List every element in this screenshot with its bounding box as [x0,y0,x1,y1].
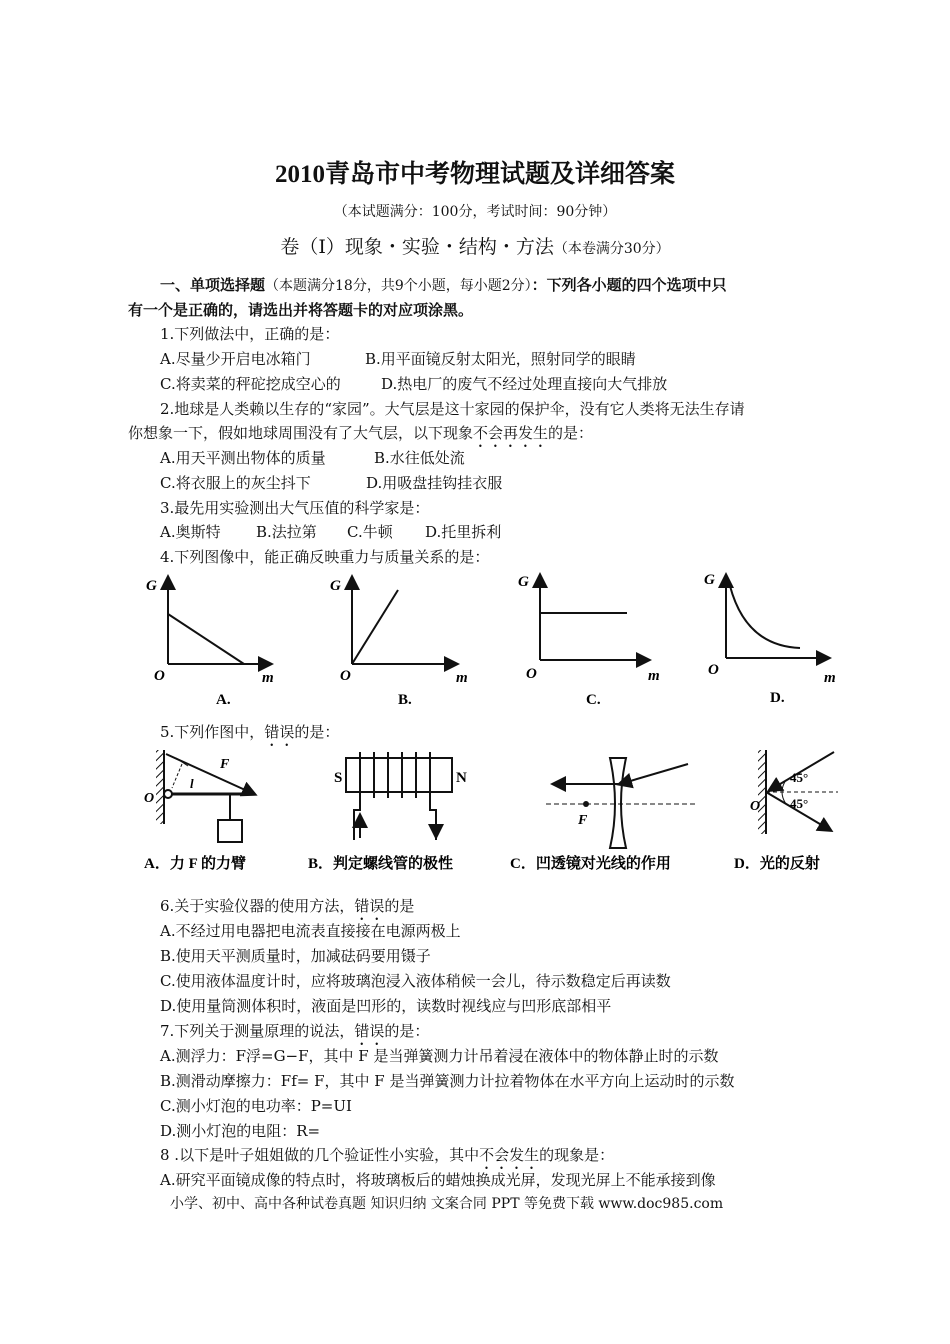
q6-emphasis: 错误 [354,897,385,915]
q3-option-c: C.牛顿 [347,523,393,541]
fig-d-o-label: O [750,799,761,814]
graph-a-caption: A. [216,692,231,708]
q7-stem-part1: 7.下列关于测量原理的说法， [160,1022,355,1040]
page-title: 2010青岛市中考物理试题及详细答案 [274,161,675,188]
graph-c-origin: O [526,666,537,682]
q6-option-b: B.使用天平测质量时，加减砝码要用镊子 [160,947,431,965]
q1-stem: 1.下列做法中，正确的是： [160,325,340,343]
q2-stem-part1: 你想象一下，假如地球周围没有了大气层，以下现象 [128,424,474,442]
part1-instructions-line1 [160,274,727,295]
q7-option-d: D.测小灯泡的电阻：R= [160,1122,321,1140]
graph-d-caption: D. [770,690,785,706]
q5-emphasis: 错误 [264,723,295,741]
graph-d-y-label: G [704,572,715,588]
graph-c-y-label: G [518,574,529,590]
graph-b-y-label: G [330,578,341,594]
q1-option-c: C.将卖菜的秤砣挖成空心的 [160,375,341,393]
q3-option-a: A.奥斯特 [160,523,221,541]
q6-option-a: A.不经过用电器把电流表直接接在电源两极上 [160,922,461,940]
fig-a-f-label: F [220,757,230,772]
fig-b-s-label: S [334,770,343,786]
q4-stem: 4.下列图像中，能正确反映重力与质量关系的是： [160,548,490,566]
section-heading [0,232,950,259]
q3-option-b: B.法拉第 [256,523,317,541]
q6-option-c: C.使用液体温度计时，应将玻璃泡浸入液体稍候一会儿，待示数稳定后再读数 [160,972,671,990]
q1-option-d: D.热电厂的废气不经过处理直接向大气排放 [381,375,668,393]
part1-note: （本题满分18分，共9个小题，每小题2分） [265,278,532,294]
fig-a-o-label: O [144,791,155,806]
q8-stem-part2: 的现象是： [539,1146,615,1164]
q2-option-a: A.用天平测出物体的质量 [160,449,326,467]
graph-b-caption: B. [398,692,412,708]
q3-stem: 3.最先用实验测出大气压值的科学家是： [160,499,430,517]
fig-b-caption: B．判定螺线管的极性 [308,856,454,872]
fig-a-caption: A．力 F 的力臂 [144,856,246,872]
section-note: （本卷满分30分） [553,241,670,257]
part1-rest: ：下列各小题的四个选项中只 [531,276,727,294]
graph-a-origin: O [154,668,165,684]
fig-c-caption: C．凹透镜对光线的作用 [510,856,671,872]
q2-option-c: C.将衣服上的灰尘抖下 [160,474,311,492]
q2-emphasis: 不会再发生 [473,424,549,442]
graph-b [330,578,468,708]
graph-b-x-label: m [456,670,468,686]
q8-stem-part1: 8 .以下是叶子姐姐做的几个验证性小实验，其中 [160,1146,480,1164]
q6-stem-part1: 6.关于实验仪器的使用方法， [160,897,355,915]
q2-option-d: D.用吸盘挂钩挂衣服 [366,474,503,492]
part1-heading: 一、单项选择题 [160,276,266,294]
q5-stem-part1: 5.下列作图中， [160,723,265,741]
q2-stem-part2: 的是： [548,424,594,442]
graph-a-y-label: G [146,578,157,594]
q7-option-a: A.测浮力：F浮=G−F，其中 F 是当弹簧测力计吊着浸在液体中的物体静止时的示数 [160,1047,719,1065]
fig-a-lever [144,750,254,872]
graph-a-x-label: m [262,670,274,686]
q7-emphasis: 错误 [354,1022,385,1040]
q2-option-b: B.水往低处流 [374,449,465,467]
fig-d-reflection [734,750,838,872]
section-main: 卷（I）现象・实验・结构・方法 [280,236,554,258]
q6-stem-part2: 的是 [384,897,415,915]
fig-c-concave-lens [510,758,698,872]
graph-d-origin: O [708,662,719,678]
fig-d-angle2: 45° [790,796,809,811]
q7-option-c: C.测小灯泡的电功率：P=UI [160,1097,352,1115]
graph-d-x-label: m [824,670,836,686]
q5-figures [138,744,858,876]
page-subtitle: （本试题满分：100分，考试时间：90分钟） [333,204,617,220]
fig-d-angle1: 45° [790,770,809,785]
q8-option-a: A.研究平面镜成像的特点时，将玻璃板后的蜡烛换成光屏，发现光屏上不能承接到像 [160,1171,716,1189]
q7-stem-part2: 的是： [384,1022,430,1040]
graph-c-caption: C. [586,692,601,708]
q5-stem-part2: 的是： [294,723,340,741]
graph-d [704,572,836,706]
graph-c [518,574,660,708]
q1-option-b: B.用平面镜反射太阳光，照射同学的眼睛 [365,350,636,368]
graph-c-x-label: m [648,668,660,684]
fig-c-f-label: F [578,813,588,828]
part1-instructions-line2: 有一个是正确的，请选出并将答题卡的对应项涂黑。 [128,301,474,319]
q1-option-a: A.尽量少开启电冰箱门 [160,350,311,368]
fig-a-l-label: l [190,776,194,791]
q4-graphs [140,568,860,716]
q3-option-d: D.托里拆利 [425,523,502,541]
fig-b-n-label: N [456,770,467,786]
q8-emphasis: 不会发生 [479,1146,540,1164]
fig-b-solenoid [308,752,467,872]
page-footer: 小学、初中、高中各种试卷真题 知识归纳 文案合同 PPT 等免费下载 www.doc985.com [170,1196,724,1212]
q2-stem-line1: 2.地球是人类赖以生存的“家园”。大气层是这十家园的保护伞，没有它人类将无法生存请 [160,400,745,418]
q7-option-b: B.测滑动摩擦力：Ff= F，其中 F 是当弹簧测力计拉着物体在水平方向上运动时的示数 [160,1072,735,1090]
graph-a [146,578,274,708]
fig-d-caption: D．光的反射 [734,856,820,872]
q6-option-d: D.使用量筒测体积时，液面是凹形的，读数时视线应与凹形底部相平 [160,997,612,1015]
graph-b-origin: O [340,668,351,684]
